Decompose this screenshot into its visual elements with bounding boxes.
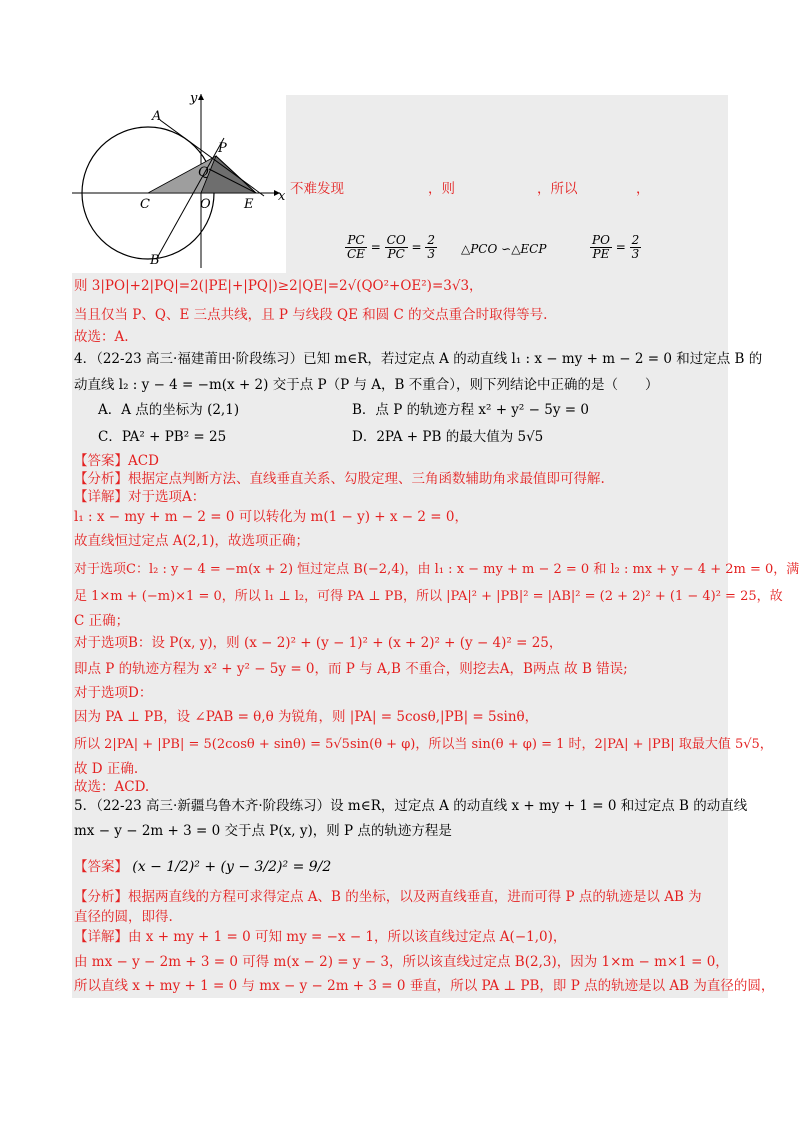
label-o: O [200, 197, 211, 212]
frac1-c-num: 2 [427, 233, 435, 247]
label-q: Q [198, 165, 209, 180]
q4-answer: 【答案】ACD [74, 453, 159, 469]
frac2-val-den: 3 [631, 247, 640, 261]
intro-text-2: ，则 [428, 181, 455, 197]
intro-text-4: ， [636, 181, 650, 197]
frac1-b-den: PC [387, 247, 405, 261]
q5-answer [74, 858, 331, 877]
ratio-equation: $\frac{PC}{CE}$ = $\frac{CO}{PC}$ = $\frac{2}{3}$ [347, 233, 435, 261]
q4-analysis: 【分析】根据定点判断方法、直线垂直关系、勾股定理、三角函数辅助角求最值即可得解. [74, 471, 605, 487]
intro-text-1: 不难发现 [290, 181, 344, 197]
frac1-c-den: 3 [427, 247, 435, 261]
frac1-a-num: PC [345, 234, 367, 248]
label-b: B [150, 253, 160, 268]
q5-detail-2: 由 mx − y − 2m + 3 = 0 可得 m(x − 2) = y − 3，所以该直线过定点 B(2,3)，因为 1×m − m×1 = 0， [74, 954, 729, 970]
label-a: A [152, 109, 162, 124]
q4-detail-5: C 正确； [74, 613, 130, 629]
q5-answer-equation: (x − 1/2)² + (y − 3/2)² = 9/2 [132, 859, 332, 875]
frac2-den: PE [592, 247, 610, 261]
similar-triangles: △PCO ∽△ECP [461, 242, 547, 256]
label-e: E [244, 197, 254, 212]
q4-option-d: D．2PA + PB 的最大值为 5√5 [352, 429, 544, 445]
q3-line-3: 故选：A. [74, 329, 129, 345]
q5-analysis-2: 直径的圆，即得. [74, 909, 173, 925]
q4-option-c: C．PA² + PB² = 25 [98, 429, 227, 445]
q4-detail-4: 足 1×m + (−m)×1 = 0，所以 l₁ ⊥ l₂，可得 PA ⊥ PB，所以 |PA|² + |PB|² = |AB|² = (2 + 2)² + (1 − 4)² = 25，故 [74, 589, 783, 604]
q4-stem-2: 动直线 l₂ : y − 4 = −m(x + 2) 交于点 P（P 与 A，B 不重合），则下列结论中正确的是（ ） [74, 377, 659, 393]
q5-stem-2: mx − y − 2m + 3 = 0 交于点 P(x, y)，则 P 点的轨迹方程是 [74, 823, 452, 839]
intro-text-3: ，所以 [537, 181, 578, 197]
q4-stem-1: 4．（22-23 高三·福建莆田·阶段练习）已知 m∈R，若过定点 A 的动直线 l₁ : x − my + m − 2 = 0 和过定点 B 的 [74, 351, 763, 367]
q5-detail-1: 【详解】由 x + my + 1 = 0 可知 my = −x − 1，所以该直线过定点 A(−1,0)， [74, 929, 567, 945]
q4-detail-10: 所以 2|PA| + |PB| = 5(2cosθ + sinθ) = 5√5sin(θ + φ)，所以当 sin(θ + φ) = 1 时，2|PA| + |PB| 取最大值 5√5， [74, 737, 773, 752]
frac1-b-num: CO [386, 233, 406, 247]
q4-detail-11: 故 D 正确. [74, 761, 139, 777]
q4-option-a: A．A 点的坐标为 (2,1) [98, 402, 240, 418]
q3-line-2: 当且仅当 P、Q、E 三点共线，且 P 与线段 QE 和圆 C 的交点重合时取得等号. [74, 307, 548, 323]
label-c: C [140, 197, 150, 212]
q4-option-b: B．点 P 的轨迹方程 x² + y² − 5y = 0 [352, 402, 589, 418]
frac2-num: PO [592, 233, 610, 247]
q4-detail-7: 即点 P 的轨迹方程为 x² + y² − 5y = 0，而 P 与 A,B 不重合，则挖去A，B两点 故 B 错误; [74, 661, 628, 677]
ratio-po-pe: $\frac{PO}{PE}$ = $\frac{2}{3}$ [592, 233, 640, 261]
q4-detail-6: 对于选项B：设 P(x, y)，则 (x − 2)² + (y − 1)² + (x + 2)² + (y − 4)² = 25， [74, 635, 563, 651]
q4-detail-1: l₁ : x − my + m − 2 = 0 可以转化为 m(1 − y) + x − 2 = 0， [74, 509, 468, 525]
q5-analysis-1: 【分析】根据两直线的方程可求得定点 A、B 的坐标，以及两直线垂直，进而可得 P 点的轨迹是以 AB 为 [74, 889, 702, 905]
geometry-figure [72, 88, 288, 273]
q4-detail-3: 对于选项C：l₂ : y − 4 = −m(x + 2) 恒过定点 B(−2,4)，由 l₁ : x − my + m − 2 = 0 和 l₂ : mx + y − 4 + 2m = 0，满 [74, 562, 800, 577]
q5-answer-label: 【答案】 [74, 859, 128, 875]
label-y: y [190, 91, 198, 106]
label-p: P [218, 141, 227, 156]
q4-detail-12: 故选：ACD. [74, 779, 150, 795]
q4-detail-heading: 【详解】对于选项A： [74, 489, 206, 505]
q5-stem-1: 5．（22-23 高三·新疆乌鲁木齐·阶段练习）设 m∈R，过定点 A 的动直线 x + my + 1 = 0 和过定点 B 的动直线 [74, 798, 748, 814]
frac1-a-den: CE [347, 247, 365, 261]
q5-detail-3: 所以直线 x + my + 1 = 0 与 mx − y − 2m + 3 = 0 垂直，所以 PA ⊥ PB，即 P 点的轨迹是以 AB 为直径的圆， [74, 978, 775, 994]
q4-detail-8: 对于选项D： [74, 685, 153, 701]
q4-detail-2: 故直线恒过定点 A(2,1)，故选项正确； [74, 533, 310, 549]
label-x: x [278, 189, 286, 204]
q4-detail-9: 因为 PA ⊥ PB，设 ∠PAB = θ,θ 为锐角，则 |PA| = 5cosθ,|PB| = 5sinθ， [74, 709, 539, 725]
q3-line-1: 则 3|PO|+2|PQ|=2(|PE|+|PQ|)≥2|QE|=2√(QO²+OE²)=3√3， [74, 278, 483, 294]
frac2-val-num: 2 [631, 233, 640, 247]
